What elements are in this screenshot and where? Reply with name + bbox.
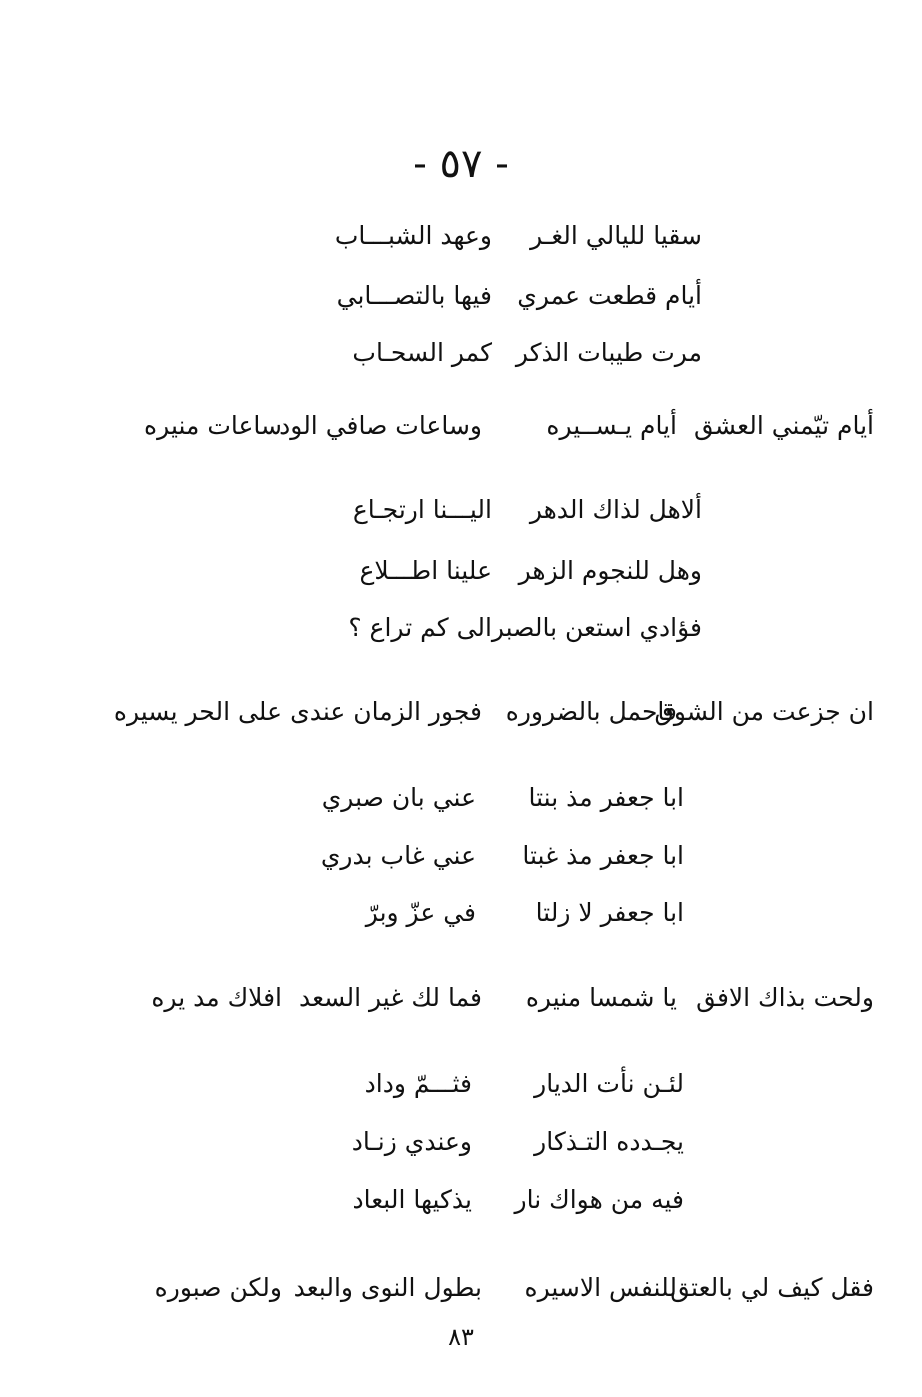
second-hemistich: علينا اطـــلاع (359, 556, 492, 585)
refrain-segment: فاحمل بالضروره (505, 697, 677, 726)
second-hemistich: وعهد الشبـــاب (334, 221, 492, 250)
first-hemistich: فيه من هواك نار (514, 1185, 684, 1214)
refrain-segment: يا شمسا منيره (525, 983, 677, 1012)
refrain-segment: وساعات صافي الود (279, 411, 482, 440)
refrain-line (0, 978, 922, 1018)
first-hemistich: ألاهل لذاك الدهر (529, 495, 702, 524)
first-hemistich: أيام قطعت عمري (517, 281, 702, 310)
second-hemistich: اليـــنا ارتجـاع (352, 495, 492, 524)
second-hemistich: وعندي زنـاد (351, 1127, 472, 1156)
refrain-segment: افلاك مد يره (151, 983, 282, 1012)
second-hemistich: عني غاب بدري (320, 841, 476, 870)
verse-line (0, 836, 922, 876)
refrain-line (0, 692, 922, 732)
refrain-segment: ان جزعت من الشوق (654, 697, 874, 726)
verse-line (0, 490, 922, 530)
verse-line (0, 1180, 922, 1220)
verse-line (0, 216, 922, 256)
first-hemistich: ابا جعفر مذ بنتا (528, 783, 684, 812)
refrain-segment: أيام تيّمني العشق (693, 411, 874, 440)
second-hemistich: فيها بالتصـــابي (336, 281, 492, 310)
second-hemistich: كمر السحـاب (352, 338, 492, 367)
first-hemistich: سقيا لليالي الغـر (530, 221, 702, 250)
verse-line (0, 778, 922, 818)
first-hemistich: مرت طيبات الذكر (515, 338, 702, 367)
refrain-segment: ساعات منيره (144, 411, 282, 440)
refrain-line (0, 406, 922, 446)
refrain-segment: على الحر يسيره (113, 697, 282, 726)
refrain-segment: فقل كيف لي بالعتق (670, 1273, 874, 1302)
page-header-number: - ٥٧ - (413, 141, 509, 187)
verse-line (0, 551, 922, 591)
verse-line (0, 333, 922, 373)
second-hemistich: في عزّ وبرّ (365, 898, 476, 927)
refrain-segment: للنفس الاسيره (524, 1273, 677, 1302)
refrain-segment: ولكن صبوره (154, 1273, 282, 1302)
page-footer-number: ٨٣ (448, 1323, 474, 1351)
refrain-line (0, 1268, 922, 1308)
first-hemistich: لئـن نأت الديار (534, 1069, 684, 1098)
refrain-segment: فجور الزمان عندى (290, 697, 482, 726)
first-hemistich: فؤادي استعن بالصبر (491, 613, 702, 642)
refrain-segment: أيام يـســيره (546, 411, 677, 440)
verse-line (0, 1064, 922, 1104)
second-hemistich: عني بان صبري (321, 783, 476, 812)
second-hemistich: الى كم تراع ؟ (348, 613, 492, 642)
first-hemistich: ابا جعفر مذ غبتا (522, 841, 684, 870)
verse-line (0, 276, 922, 316)
first-hemistich: ابا جعفر لا زلتا (535, 898, 684, 927)
verse-line (0, 608, 922, 648)
refrain-segment: ولحت بذاك الافق (696, 983, 874, 1012)
refrain-segment: فما لك غير السعد (298, 983, 482, 1012)
verse-line (0, 893, 922, 933)
refrain-segment: بطول النوى والبعد (293, 1273, 482, 1302)
first-hemistich: يجـدده التـذكار (534, 1127, 684, 1156)
first-hemistich: وهل للنجوم الزهر (518, 556, 702, 585)
second-hemistich: يذكيها البعاد (352, 1185, 472, 1214)
second-hemistich: فثـــمّ وداد (364, 1069, 472, 1098)
verse-line (0, 1122, 922, 1162)
